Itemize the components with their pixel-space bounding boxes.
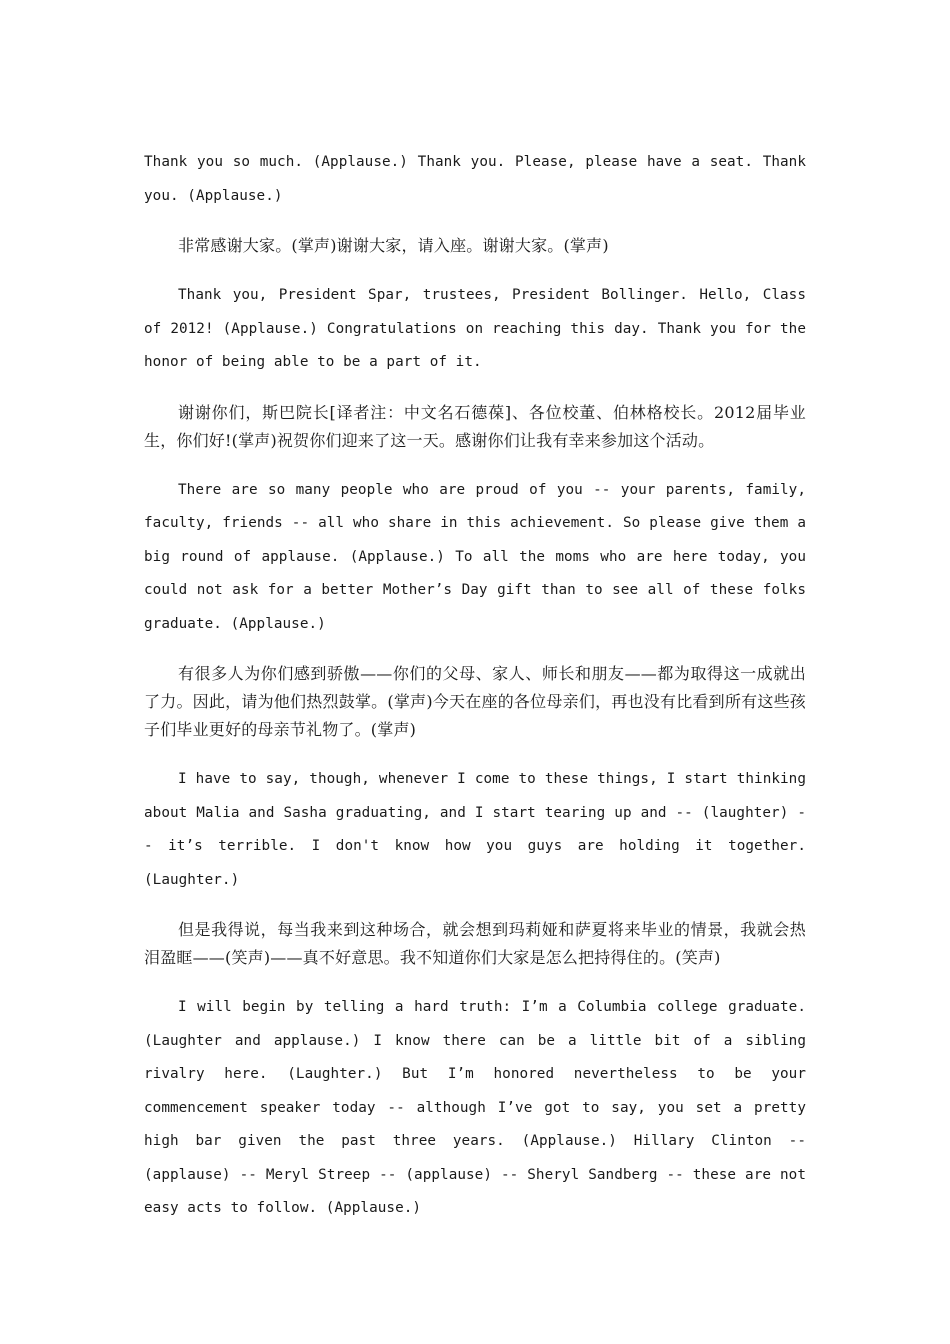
paragraph-english-2: Thank you, President Spar, trustees, President Bollinger. Hello, Class of 2012! (Applause.) Congratulations on reaching this day. Thank you for the honor of being able to be a part of it. bbox=[144, 287, 806, 370]
paragraph-chinese-2: 谢谢你们，斯巴院长[译者注：中文名石德葆]、各位校董、伯林格校长。2012届毕业生，你们好!(掌声)祝贺你们迎来了这一天。感谢你们让我有幸来参加这个活动。 bbox=[144, 402, 806, 450]
paragraph-chinese-4: 但是我得说，每当我来到这种场合，就会想到玛莉娅和萨夏将来毕业的情景，我就会热泪盈眶——(笑声)——真不好意思。我不知道你们大家是怎么把持得住的。(笑声) bbox=[144, 920, 806, 967]
paragraph-english-5: I will begin by telling a hard truth: I’m a Columbia college graduate. (Laughter and applause.) I know there can be a little bit of a sibling rivalry here. (Laughter.) But I’m honored nevertheless to be your commencement speaker today -- although I’ve got to say, you set a pretty high bar given the past three years. (Applause.) Hillary Clinton -- (applause) -- Meryl Streep -- (applause) -- Sheryl Sandberg -- these are not easy acts to follow. (Applause.) bbox=[144, 999, 806, 1216]
paragraph-english-3: There are so many people who are proud of you -- your parents, family, faculty, friends -- all who share in this achievement. So please give them a big round of applause. (Applause.) To all the moms who are here today, you could not ask for a better Mother’s Day gift than to see all of these folks graduate. (Applause.) bbox=[144, 481, 806, 632]
document-page bbox=[144, 146, 806, 1226]
paragraph-chinese-3: 有很多人为你们感到骄傲——你们的父母、家人、师长和朋友——都为取得这一成就出了力。因此，请为他们热烈鼓掌。(掌声)今天在座的各位母亲们，再也没有比看到所有这些孩子们毕业更好的母亲节礼物了。(掌声) bbox=[144, 664, 806, 739]
paragraph-english-4: I have to say, though, whenever I come to these things, I start thinking about Malia and Sasha graduating, and I start tearing up and -- (laughter) -- it’s terrible. I don't know how you guys are holding it together. (Laughter.) bbox=[144, 771, 806, 888]
paragraph-english-1: Thank you so much. (Applause.) Thank you. Please, please have a seat. Thank you. (Applause.) bbox=[144, 154, 806, 204]
paragraph-chinese-1: 非常感谢大家。(掌声)谢谢大家，请入座。谢谢大家。(掌声) bbox=[178, 236, 609, 255]
